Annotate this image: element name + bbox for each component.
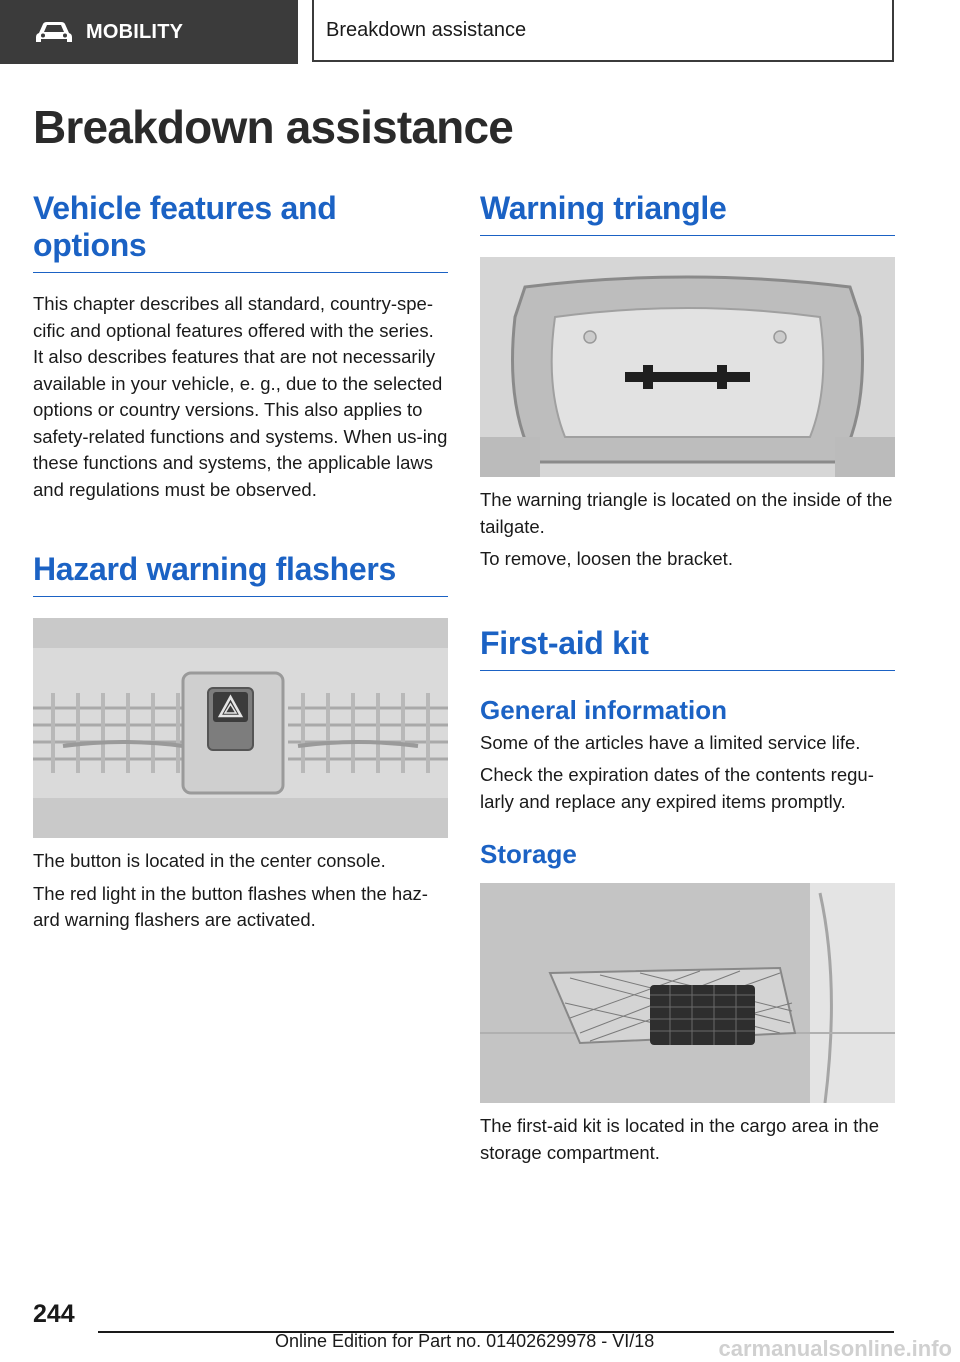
- hazard-button-image: [33, 618, 448, 838]
- page-title: Breakdown assistance: [33, 101, 514, 153]
- warning-triangle-image: [480, 257, 895, 477]
- hazard-para-2: The red light in the button flashes when the haz-ard warning flashers are activated.: [33, 882, 428, 930]
- first-aid-storage-image: [480, 883, 895, 1103]
- general-info-para-1: Some of the articles have a limited service life.: [480, 731, 861, 753]
- general-info-para-2: Check the expiration dates of the contents regu-larly and replace any expired items promptly.: [480, 764, 874, 812]
- header-section-tab: [0, 0, 298, 64]
- first-aid-heading: First-aid kit: [480, 625, 895, 671]
- storage-para: The first-aid kit is located in the cargo area in the storage compartment.: [480, 1115, 879, 1163]
- warning-triangle-heading: Warning triangle: [480, 190, 895, 236]
- hazard-heading: Hazard warning flashers: [33, 551, 448, 597]
- vehicle-features-body: This chapter describes all standard, country-spe-cific and optional features offered with the series. It also describes features that are not necessarily available in your vehicle, e. g., due to the selected options or country versions. This also applies to safety-related functions and systems. When us-ing these functions and systems, the applicable laws and regulations must be observed.: [33, 293, 448, 500]
- vehicle-features-heading: Vehicle features and options: [33, 190, 448, 273]
- left-column: [33, 190, 448, 934]
- footer-edition: Online Edition for Part no. 01402629978 - VI/18: [275, 1331, 655, 1351]
- header-chapter-tab: [312, 0, 894, 62]
- hazard-para-1: The button is located in the center console.: [33, 850, 386, 871]
- warning-triangle-para-1: The warning triangle is located on the inside of the tailgate.: [480, 489, 893, 537]
- right-column: [480, 190, 895, 1166]
- warning-triangle-para-2: To remove, loosen the bracket.: [480, 548, 733, 569]
- header-chapter-label: Breakdown assistance: [326, 18, 527, 41]
- page-number: 244: [33, 1300, 75, 1328]
- watermark: carmanualsonline.info: [718, 1336, 952, 1361]
- general-information-heading: General information: [480, 694, 728, 725]
- storage-heading: Storage: [480, 839, 577, 869]
- car-icon: [34, 19, 74, 45]
- header-section-label: MOBILITY: [86, 20, 184, 43]
